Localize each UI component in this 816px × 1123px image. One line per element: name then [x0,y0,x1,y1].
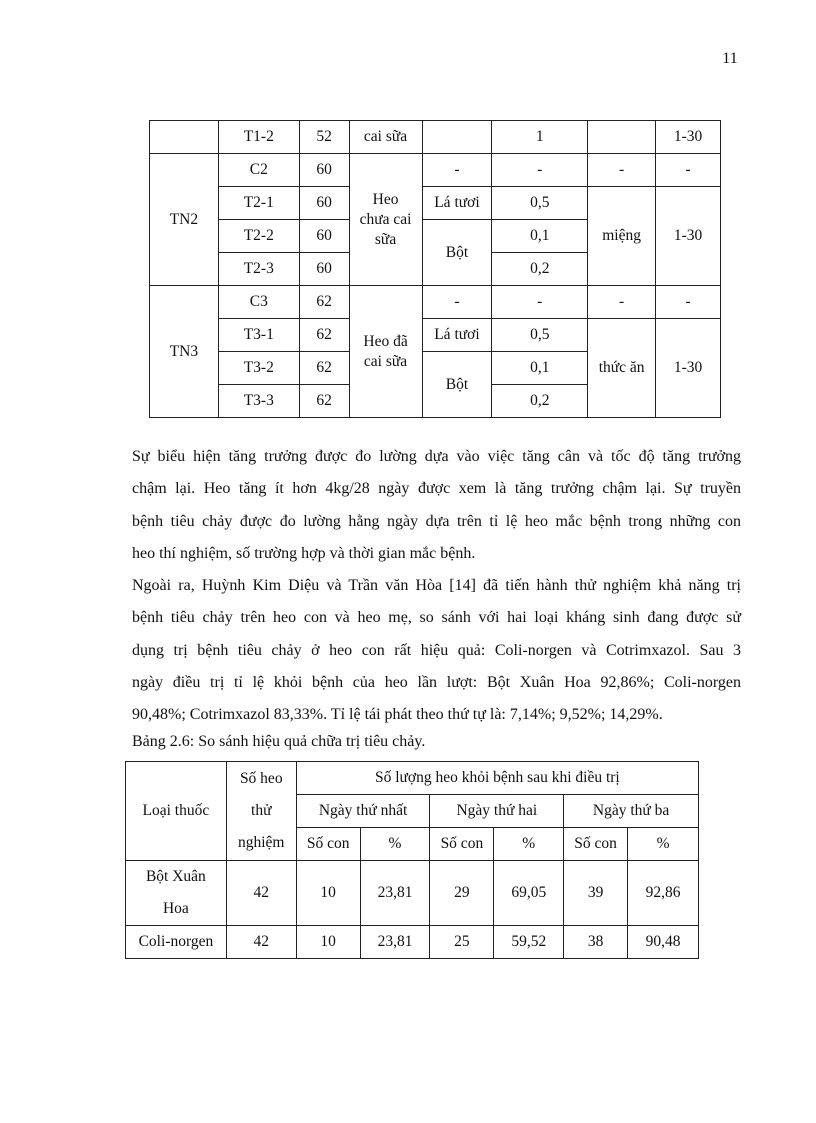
header-pigs-line: nghiệm [238,834,285,851]
table-cell: C3 [218,286,299,319]
experiment-design-table [149,120,721,418]
table-cell: 23,81 [360,861,430,926]
status-cell: Heo chưa cai sữa [349,154,422,286]
table-cell: 62 [299,319,349,352]
table-cell: cai sữa [349,121,422,154]
text-line: chậm lại. Heo tăng ít hơn 4kg/28 ngày được xem là tăng trưởng chậm lại. Sự truyền [132,480,741,498]
table-cell: 10 [296,861,360,926]
drug-line: Hoa [162,900,189,917]
table-cell: - [492,286,588,319]
table-cell: 60 [299,187,349,220]
text-line: Sự biểu hiện tăng trưởng được đo lường dựa vào việc tăng cân và tốc độ tăng trưởng [132,448,741,465]
paragraph-trial [132,570,741,731]
table-cell: 60 [299,154,349,187]
table-cell: C2 [218,154,299,187]
header-count: Số con [430,828,494,861]
header-pigs-line: thử [251,802,272,819]
drug-line: Bột Xuân [145,868,206,885]
table-cell: - [422,286,492,319]
table-cell: 23,81 [360,926,430,959]
table-cell: 52 [299,121,349,154]
table-row [126,861,699,926]
status-cell: Heo đã cai sữa [349,286,422,418]
table-cell [150,121,219,154]
table-cell: 10 [296,926,360,959]
route-cell: thức ăn [588,319,656,418]
header-day1: Ngày thứ nhất [296,795,430,828]
table-cell: 60 [299,253,349,286]
table-cell: T1-2 [218,121,299,154]
table-row [150,319,721,352]
table-cell: T3-2 [218,352,299,385]
table-cell: - [656,286,721,319]
drug-cell: Coli-norgen [126,926,227,959]
paragraph-growth [132,441,741,570]
header-percent: % [360,828,430,861]
table-row [150,187,721,220]
table-cell: 90,48 [628,926,699,959]
text-line: Ngoài ra, Huỳnh Kim Diệu và Trần văn Hòa [14] đã tiến hành thử nghiệm khả năng trị [132,577,741,594]
text-line: ngày điều trị tỉ lệ khỏi bệnh của heo lần lượt: Bột Xuân Hoa 92,86%; Coli-norgen [132,673,741,691]
table-cell [422,121,492,154]
table-row [150,154,721,187]
table-cell: T2-3 [218,253,299,286]
table-cell: - [588,286,656,319]
text-line: dụng trị bệnh tiêu chảy ở heo con rất hiệu quả: Coli-norgen và Cotrimxazol. Sau 3 [132,641,741,659]
days-cell: 1-30 [656,187,721,286]
table-cell: 62 [299,286,349,319]
table-cell: - [422,154,492,187]
route-cell: miệng [588,187,656,286]
table-cell: T2-1 [218,187,299,220]
page-number: 11 [722,50,738,67]
table-cell: 0,1 [492,352,588,385]
table-row [150,286,721,319]
header-percent: % [628,828,699,861]
table-cell: 0,2 [492,253,588,286]
table-cell: Lá tươi [422,187,492,220]
header-drug: Loại thuốc [126,762,227,861]
form-cell: Bột [422,352,492,418]
table-cell: 69,05 [494,861,564,926]
table-cell: 29 [430,861,494,926]
table-cell: - [656,154,721,187]
table-cell: 1-30 [656,121,721,154]
table-cell: 0,5 [492,319,588,352]
table-cell: 38 [564,926,628,959]
table-cell: 62 [299,385,349,418]
table-cell: 60 [299,220,349,253]
header-day2: Ngày thứ hai [430,795,564,828]
table-cell: 92,86 [628,861,699,926]
table-cell: T2-2 [218,220,299,253]
table-cell: 59,52 [494,926,564,959]
header-day3: Ngày thứ ba [564,795,699,828]
header-count: Số con [296,828,360,861]
table-cell: T3-1 [218,319,299,352]
text-line: bệnh tiêu chảy được đo lường hằng ngày dựa trên tỉ lệ heo mắc bệnh trong những con [132,512,741,530]
table-cell: 39 [564,861,628,926]
table-cell [588,121,656,154]
header-pigs-line: Số heo [239,770,283,787]
table-cell: 0,2 [492,385,588,418]
table-cell: 1 [492,121,588,154]
treatment-comparison-table [125,761,699,959]
table-cell: 0,1 [492,220,588,253]
form-cell: Bột [422,220,492,286]
table-row [126,926,699,959]
header-count: Số con [564,828,628,861]
text-line: heo thí nghiệm, số trường hợp và thời gian mắc bệnh. [132,544,476,562]
header-recovered: Số lượng heo khỏi bệnh sau khi điều trị [296,762,698,795]
table-cell: 0,5 [492,187,588,220]
days-cell: 1-30 [656,319,721,418]
table-row [150,121,721,154]
table-cell: - [492,154,588,187]
header-percent: % [494,828,564,861]
table-cell: 62 [299,352,349,385]
group-cell: TN2 [150,154,219,286]
table-cell: Lá tươi [422,319,492,352]
text-line: 90,48%; Cotrimxazol 83,33%. Tỉ lệ tái phát theo thứ tự là: 7,14%; 9,52%; 14,29%. [132,706,663,724]
text-line: bệnh tiêu chảy trên heo con và heo mẹ, so sánh với hai loại kháng sinh đang được sử [132,609,741,627]
table-cell: - [588,154,656,187]
header-pigs [226,762,296,861]
table-cell: 42 [226,926,296,959]
table-cell: T3-3 [218,385,299,418]
table-header-row [126,762,699,795]
table-cell: 25 [430,926,494,959]
drug-cell [126,861,227,926]
table-caption: Bảng 2.6: So sánh hiệu quả chữa trị tiêu chảy. [132,733,426,750]
group-cell: TN3 [150,286,219,418]
table-cell: 42 [226,861,296,926]
